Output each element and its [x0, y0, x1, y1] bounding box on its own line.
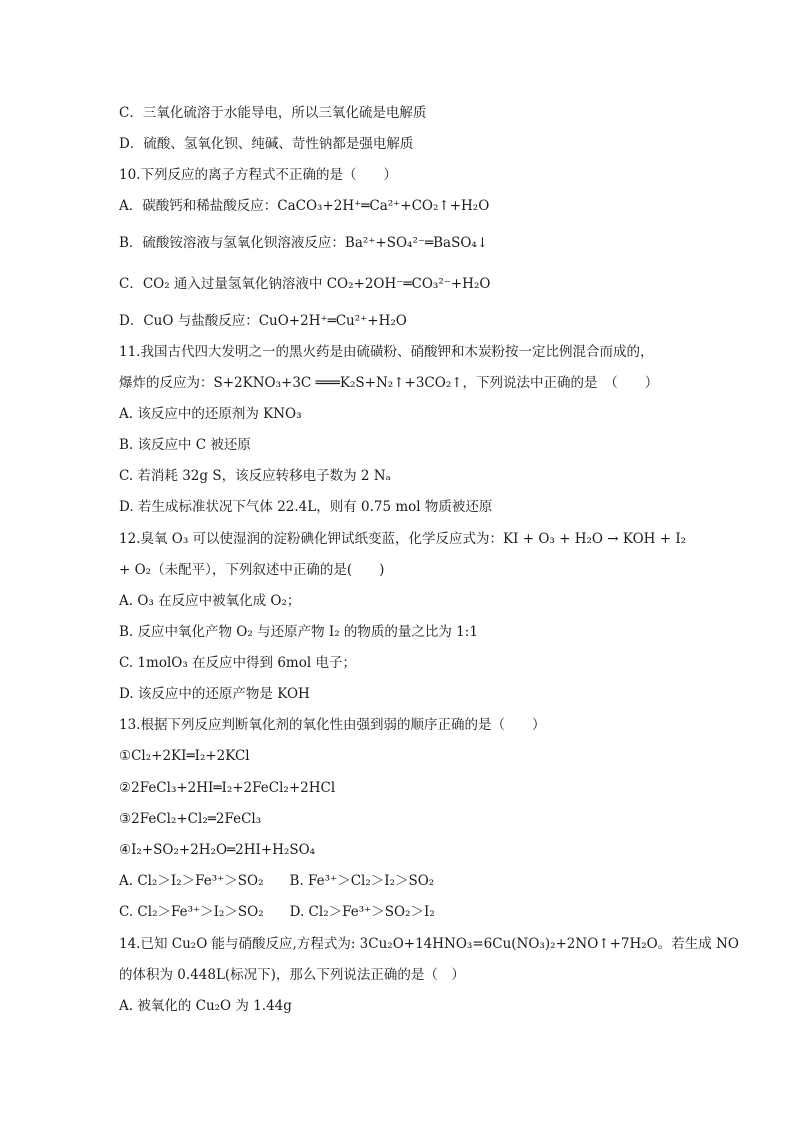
q10-option-d: D．CuO 与盐酸反应：CuO+2H⁺═Cu²⁺+H₂O	[119, 313, 407, 329]
q13-options-row2	[119, 902, 694, 922]
q12-stem-line2: + O₂（未配平），下列叙述中正确的是( )	[119, 562, 385, 578]
q13-option-b: B. Fe³⁺＞Cl₂＞I₂＞SO₂	[289, 873, 435, 889]
q10-option-b: B．硫酸铵溶液与氢氧化钡溶液反应：Ba²⁺+SO₄²⁻═BaSO₄↓	[119, 235, 489, 251]
q13-stem: 13.根据下列反应判断氧化剂的氧化性由强到弱的顺序正确的是（ ）	[119, 717, 546, 733]
q12-option-c: C. 1molO₃ 在反应中得到 6mol 电子；	[119, 655, 356, 671]
q12-stem-line1: 12.臭氧 O₃ 可以使湿润的淀粉碘化钾试纸变蓝，化学反应式为：KI + O₃ + H₂O → KOH + I₂	[119, 531, 687, 547]
q13-reaction-1: ①Cl₂+2KI═I₂+2KCl	[119, 748, 250, 764]
q13-option-d: D. Cl₂＞Fe³⁺＞SO₂＞I₂	[289, 904, 435, 920]
q14-stem-line1: 14.已知 Cu₂O 能与硝酸反应,方程式为: 3Cu₂O+14HNO₃=6Cu(NO₃)₂+2NO↑+7H₂O。若生成 NO	[119, 936, 739, 952]
q11-stem-line1: 11.我国古代四大发明之一的黑火药是由硫磺粉、硝酸钾和木炭粉按一定比例混合而成的，	[119, 344, 654, 360]
q12-option-b: B. 反应中氧化产物 O₂ 与还原产物 I₂ 的物质的量之比为 1:1	[119, 624, 478, 640]
q10-option-a: A．碳酸钙和稀盐酸反应：CaCO₃+2H⁺═Ca²⁺+CO₂↑+H₂O	[119, 198, 490, 214]
q13-option-c: C. Cl₂＞Fe³⁺＞I₂＞SO₂	[119, 904, 264, 920]
q11-option-d: D. 若生成标准状况下气体 22.4L，则有 0.75 mol 物质被还原	[119, 499, 493, 515]
q9-option-c: C．三氧化硫溶于水能导电，所以三氧化硫是电解质	[119, 105, 427, 121]
q14-stem-line2: 的体积为 0.448L(标况下)，那么下列说法正确的是（ ）	[119, 967, 465, 983]
q13-reaction-4: ④I₂+SO₂+2H₂O═2HI+H₂SO₄	[119, 842, 316, 858]
q11-stem-line2: 爆炸的反应为：S+2KNO₃+3C ═══K₂S+N₂↑+3CO₂↑，下列说法中正确的是 （ ）	[119, 375, 659, 391]
q11-option-b: B. 该反应中 C 被还原	[119, 437, 251, 453]
q11-option-a: A. 该反应中的还原剂为 KNO₃	[119, 406, 302, 422]
q14-option-a: A. 被氧化的 Cu₂O 为 1.44g	[119, 998, 292, 1014]
q12-option-d: D. 该反应中的还原产物是 KOH	[119, 686, 310, 702]
q11-option-c: C. 若消耗 32g S，该反应转移电子数为 2 Nₐ	[119, 468, 391, 484]
q13-reaction-3: ③2FeCl₂+Cl₂═2FeCl₃	[119, 811, 262, 827]
q13-reaction-2: ②2FeCl₃+2HI═I₂+2FeCl₂+2HCl	[119, 780, 336, 796]
q10-stem: 10.下列反应的离子方程式不正确的是（ ）	[119, 167, 397, 183]
q13-options-row1	[119, 871, 694, 891]
q10-option-c: C．CO₂ 通入过量氢氧化钠溶液中 CO₂+2OH⁻═CO₃²⁻+H₂O	[119, 276, 491, 292]
q12-option-a: A. O₃ 在反应中被氧化成 O₂；	[119, 593, 301, 609]
q13-option-a: A. Cl₂＞I₂＞Fe³⁺＞SO₂	[119, 873, 264, 889]
q9-option-d: D．硫酸、氢氧化钡、纯碱、苛性钠都是强电解质	[119, 136, 414, 152]
